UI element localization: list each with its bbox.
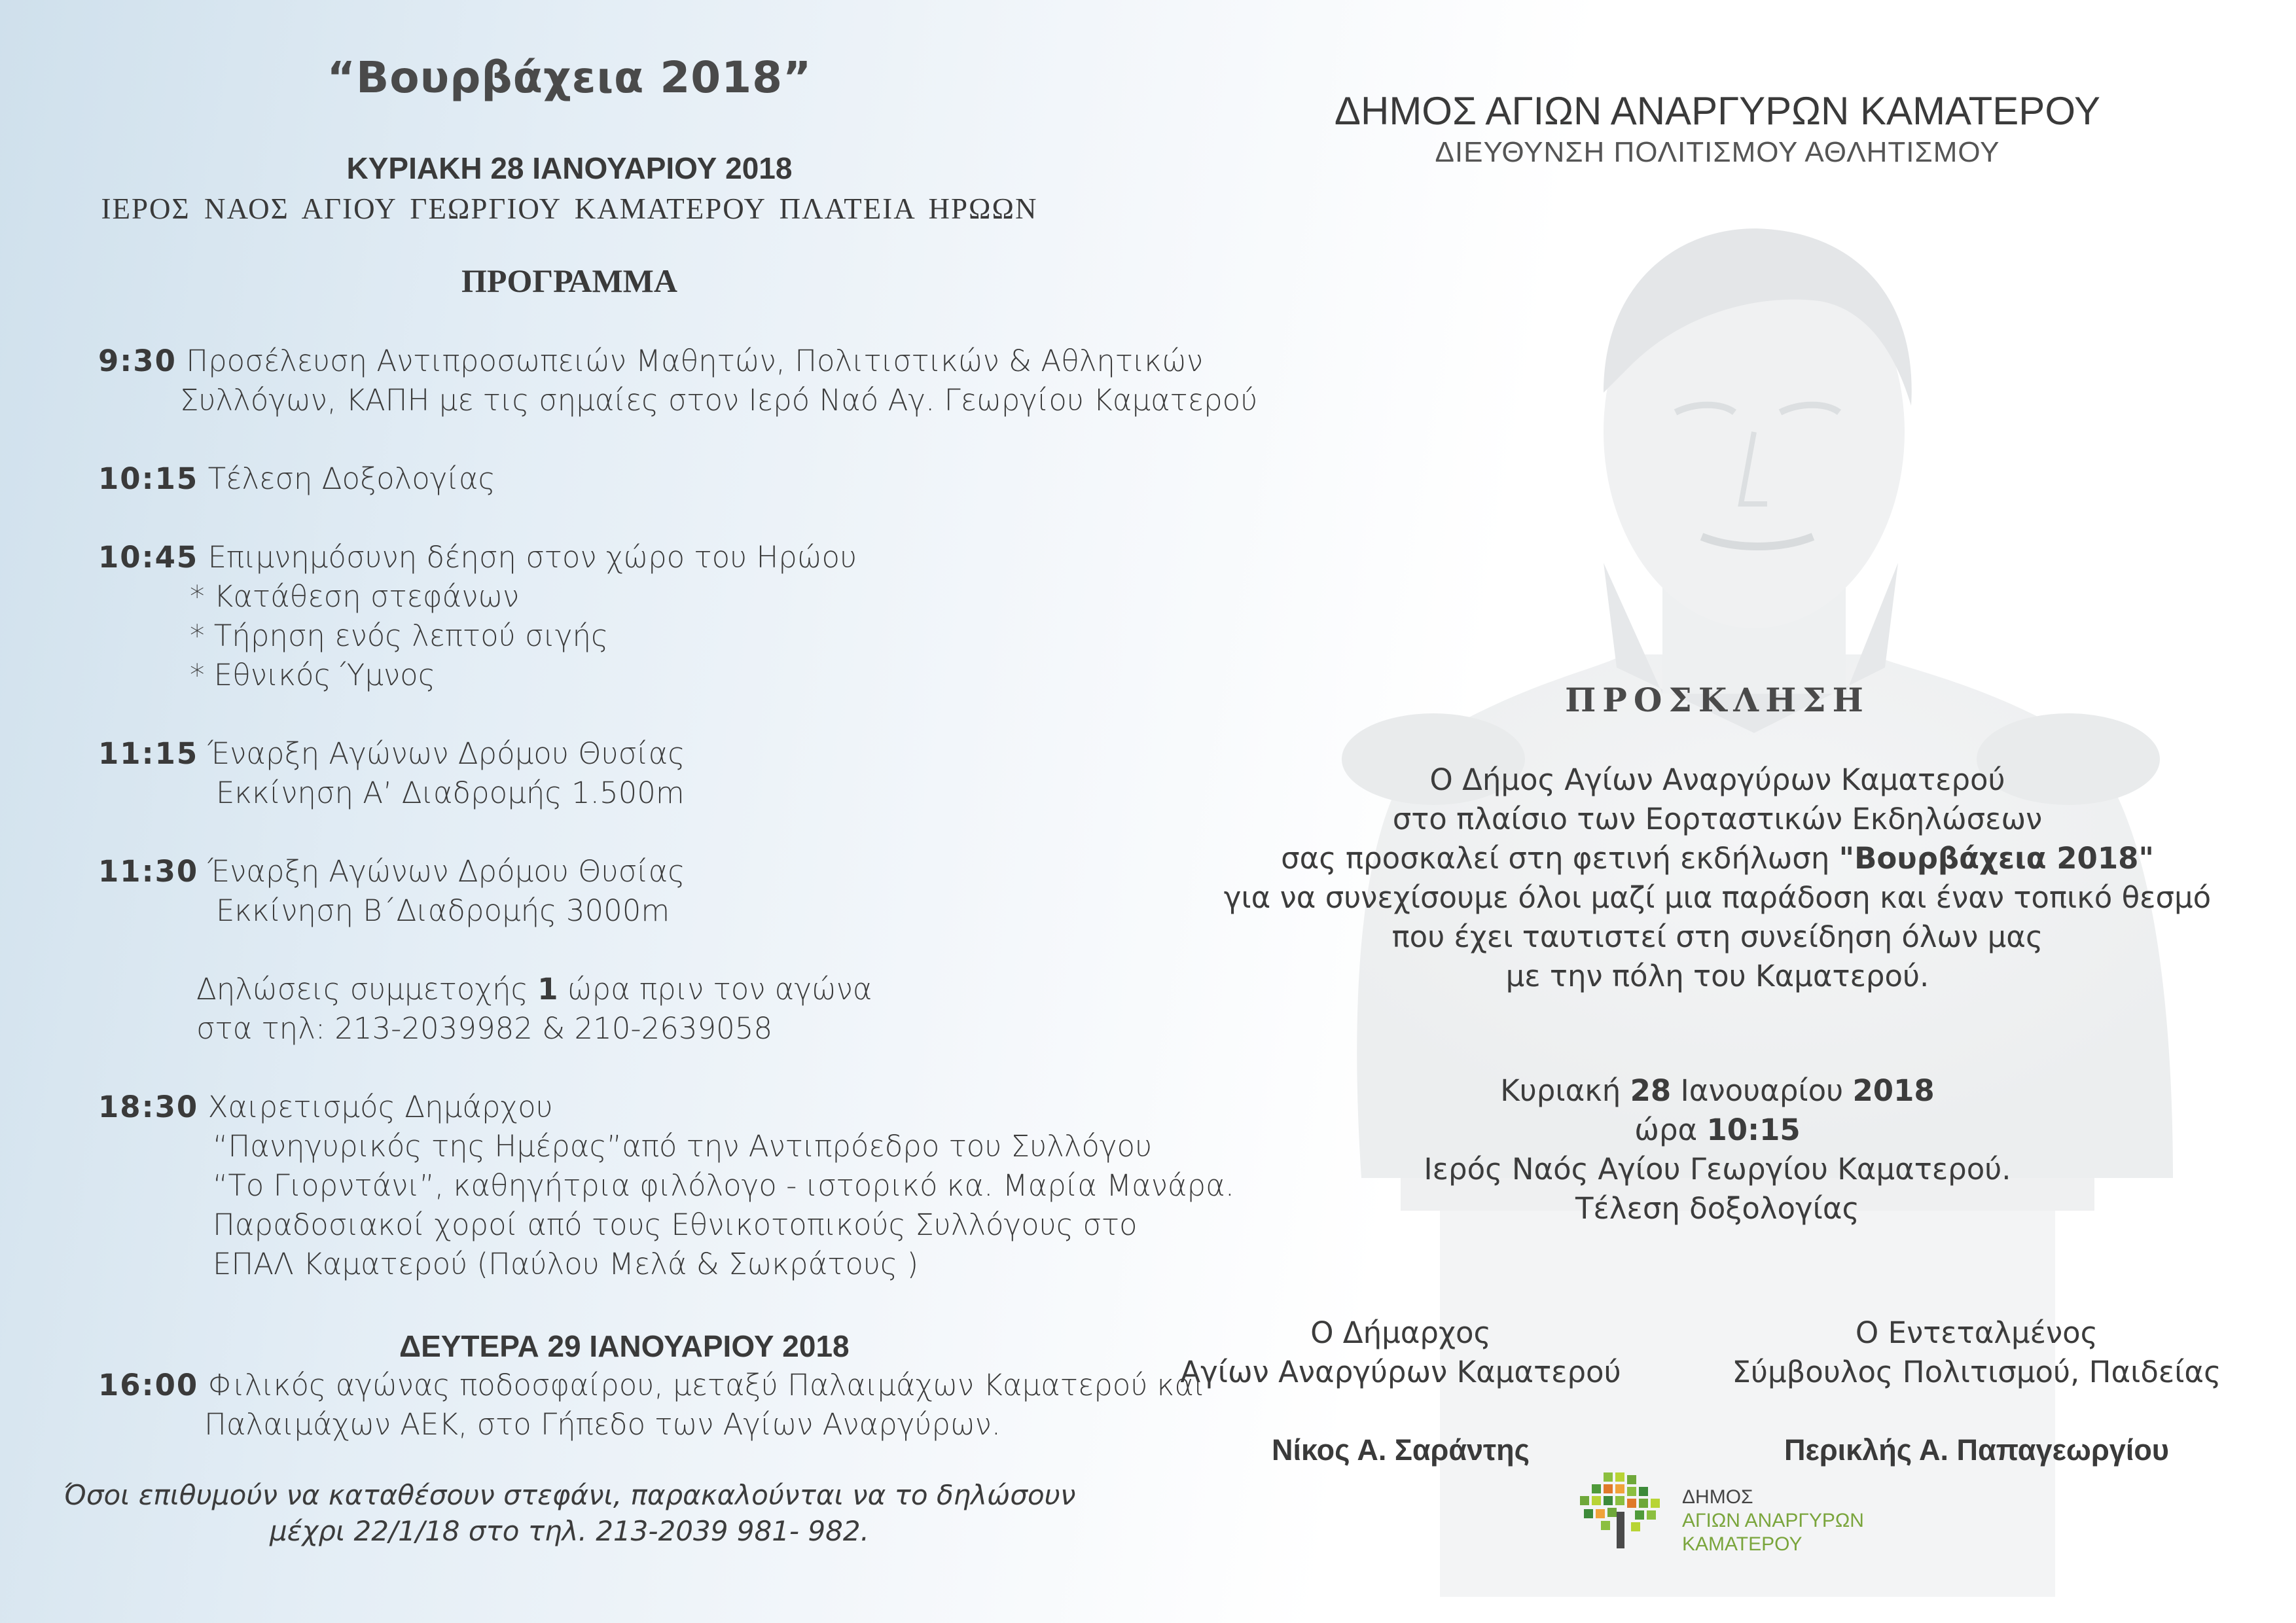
mayor-name: Νίκος Α. Σαράντης bbox=[1272, 1433, 1530, 1467]
deputy-title: Ο Εντεταλμένος bbox=[1855, 1315, 2098, 1350]
program-time: 10:45 bbox=[98, 540, 199, 575]
date-part: Κυριακή bbox=[1500, 1073, 1630, 1108]
mayor-title-line2: Αγίων Αναργύρων Καματερού bbox=[1180, 1355, 1621, 1389]
deputy-title-line2: Σύμβουλος Πολιτισμού, Παιδείας bbox=[1732, 1355, 2221, 1389]
registration-text: Δηλώσεις συμμετοχής bbox=[196, 972, 538, 1007]
registration-text-end: ώρα πριν τον αγώνα bbox=[558, 972, 872, 1007]
program-time: 11:15 bbox=[98, 736, 199, 771]
invitation-event-name: "Βουρβάχεια 2018" bbox=[1839, 841, 2154, 876]
program-item-continuation: “Πανηγυρικός της Ημέρας”από την Αντιπρόεδρο του Συλλόγου bbox=[213, 1129, 1153, 1164]
date-day: 28 bbox=[1630, 1073, 1672, 1108]
program-subitem: * Κατάθεση στεφάνων bbox=[190, 579, 520, 614]
invitation-service: Τέλεση δοξολογίας bbox=[1575, 1191, 1859, 1226]
invitation-date bbox=[1139, 1073, 2296, 1108]
program-text: Έναρξη Αγώνων Δρόμου Θυσίας bbox=[207, 736, 685, 771]
municipality-heading: ΔΗΜΟΣ ΑΓΙΩΝ ΑΝΑΡΓΥΡΩΝ ΚΑΜΑΤΕΡΟΥ bbox=[1334, 89, 2101, 133]
program-item-1830 bbox=[98, 1090, 553, 1124]
program-item-1600 bbox=[98, 1368, 1205, 1402]
program-item-continuation: Συλλόγων, ΚΑΠΗ με τις σημαίες στον Ιερό Ναό Αγ. Γεωργίου Καματερού bbox=[180, 383, 1258, 418]
invitation-text: με την πόλη του Καματερού. bbox=[1505, 959, 1929, 993]
sunday-date-heading: ΚΥΡΙΑΚΗ 28 ΙΑΝΟΥΑΡΙΟΥ 2018 bbox=[346, 151, 793, 185]
program-item-continuation: Παραδοσιακοί χοροί από τους Εθνικοτοπικούς Συλλόγους στο bbox=[213, 1207, 1138, 1242]
invitation-text bbox=[1139, 841, 2296, 876]
program-subitem: * Εθνικός Ύμνος bbox=[190, 658, 436, 692]
wreath-note-line1: Όσοι επιθυμούν να καταθέσουν στεφάνι, παρακαλούνται να το δηλώσουν bbox=[63, 1479, 1076, 1511]
registration-phones: στα τηλ: 213-2039982 & 210-2639058 bbox=[196, 1011, 773, 1046]
event-title: “Βουρβάχεια 2018” bbox=[327, 52, 812, 103]
mayor-title: Ο Δήμαρχος bbox=[1310, 1315, 1491, 1350]
municipality-tree-logo bbox=[1577, 1472, 1662, 1558]
program-text: Χαιρετισμός Δημάρχου bbox=[207, 1090, 553, 1124]
time-value: 10:15 bbox=[1706, 1113, 1801, 1147]
program-text: Τέλεση Δοξολογίας bbox=[207, 461, 495, 496]
program-text: Φιλικός αγώνας ποδοσφαίρου, μεταξύ Παλαιμάχων Καματερού και bbox=[207, 1368, 1206, 1402]
program-text: Έναρξη Αγώνων Δρόμου Θυσίας bbox=[207, 854, 685, 889]
logo-text-line1: ΔΗΜΟΣ bbox=[1682, 1486, 1753, 1508]
program-item-1130 bbox=[98, 854, 685, 889]
program-item-continuation: “Το Γιορντάνι”, καθηγήτρια φιλόλογο - ιστορικό κα. Μαρία Μανάρα. bbox=[213, 1168, 1235, 1203]
program-item-0930 bbox=[98, 344, 1203, 378]
program-item-continuation: Εκκίνηση Β΄Διαδρομής 3000m bbox=[216, 893, 670, 928]
wreath-note-line2: μέχρι 22/1/18 στο τηλ. 213-2039 981- 982. bbox=[270, 1515, 869, 1547]
invitation-text: στο πλαίσιο των Εορταστικών Εκδηλώσεων bbox=[1392, 802, 2043, 836]
department-subheading: ΔΙΕΥΘΥΝΣΗ ΠΟΛΙΤΙΣΜΟΥ ΑΘΛΗΤΙΣΜΟΥ bbox=[1435, 136, 2000, 168]
invitation-heading: ΠΡΟΣΚΛΗΣΗ bbox=[1565, 681, 1870, 719]
date-year: 2018 bbox=[1852, 1073, 1935, 1108]
program-item-1115 bbox=[98, 736, 685, 771]
invitation-text: για να συνεχίσουμε όλοι μαζί μια παράδοση και έναν τοπικό θεσμό bbox=[1223, 880, 2212, 915]
invitation-text-part: σας προσκαλεί στη φετινή εκδήλωση bbox=[1281, 841, 1839, 876]
program-item-1015 bbox=[98, 461, 495, 496]
deputy-name: Περικλής Α. Παπαγεωργίου bbox=[1784, 1433, 2169, 1467]
program-subitem: * Τήρηση ενός λεπτού σιγής bbox=[190, 618, 609, 653]
monday-date-heading: ΔΕΥΤΕΡΑ 29 ΙΑΝΟΥΑΡΙΟΥ 2018 bbox=[399, 1329, 850, 1363]
time-label: ώρα bbox=[1634, 1113, 1707, 1147]
invitation-text: Ο Δήμος Αγίων Αναργύρων Καματερού bbox=[1429, 762, 2005, 797]
logo-text-line3: ΚΑΜΑΤΕΡΟΥ bbox=[1682, 1533, 1803, 1555]
program-item-continuation: ΕΠΑΛ Καματερού (Παύλου Μελά & Σωκράτους ) bbox=[213, 1247, 919, 1281]
program-time: 10:15 bbox=[98, 461, 199, 496]
program-heading: ΠΡΟΓΡΑΜΜΑ bbox=[461, 262, 677, 299]
registration-hours: 1 bbox=[537, 972, 558, 1007]
logo-text-line2: ΑΓΙΩΝ ΑΝΑΡΓΥΡΩΝ bbox=[1682, 1510, 1864, 1531]
program-item-continuation: Εκκίνηση Α’ Διαδρομής 1.500m bbox=[216, 776, 685, 810]
program-time: 11:30 bbox=[98, 854, 199, 889]
program-time: 9:30 bbox=[98, 344, 177, 378]
program-text: Προσέλευση Αντιπροσωπειών Μαθητών, Πολιτιστικών & Αθλητικών bbox=[186, 344, 1203, 378]
invitation-time bbox=[1139, 1113, 2296, 1147]
program-item-continuation: Παλαιμάχων ΑΕΚ, στο Γήπεδο των Αγίων Αναργύρων. bbox=[204, 1407, 1001, 1442]
date-part: Ιανουαρίου bbox=[1671, 1073, 1853, 1108]
logo-text bbox=[1682, 1486, 1864, 1556]
invitation-church: Ιερός Ναός Αγίου Γεωργίου Καματερού. bbox=[1424, 1152, 2011, 1186]
venue-line: ΙΕΡΟΣ ΝΑΟΣ ΑΓΙΟΥ ΓΕΩΡΓΙΟΥ ΚΑΜΑΤΕΡΟΥ ΠΛΑΤΕΙΑ ΗΡΩΩΝ bbox=[101, 192, 1038, 225]
registration-line bbox=[196, 972, 872, 1007]
program-text: Επιμνημόσυνη δέηση στον χώρο του Ηρώου bbox=[207, 540, 857, 575]
program-time: 16:00 bbox=[98, 1368, 199, 1402]
program-item-1045 bbox=[98, 540, 857, 575]
invitation-text: που έχει ταυτιστεί στη συνείδηση όλων μας bbox=[1391, 919, 2043, 954]
program-time: 18:30 bbox=[98, 1090, 199, 1124]
